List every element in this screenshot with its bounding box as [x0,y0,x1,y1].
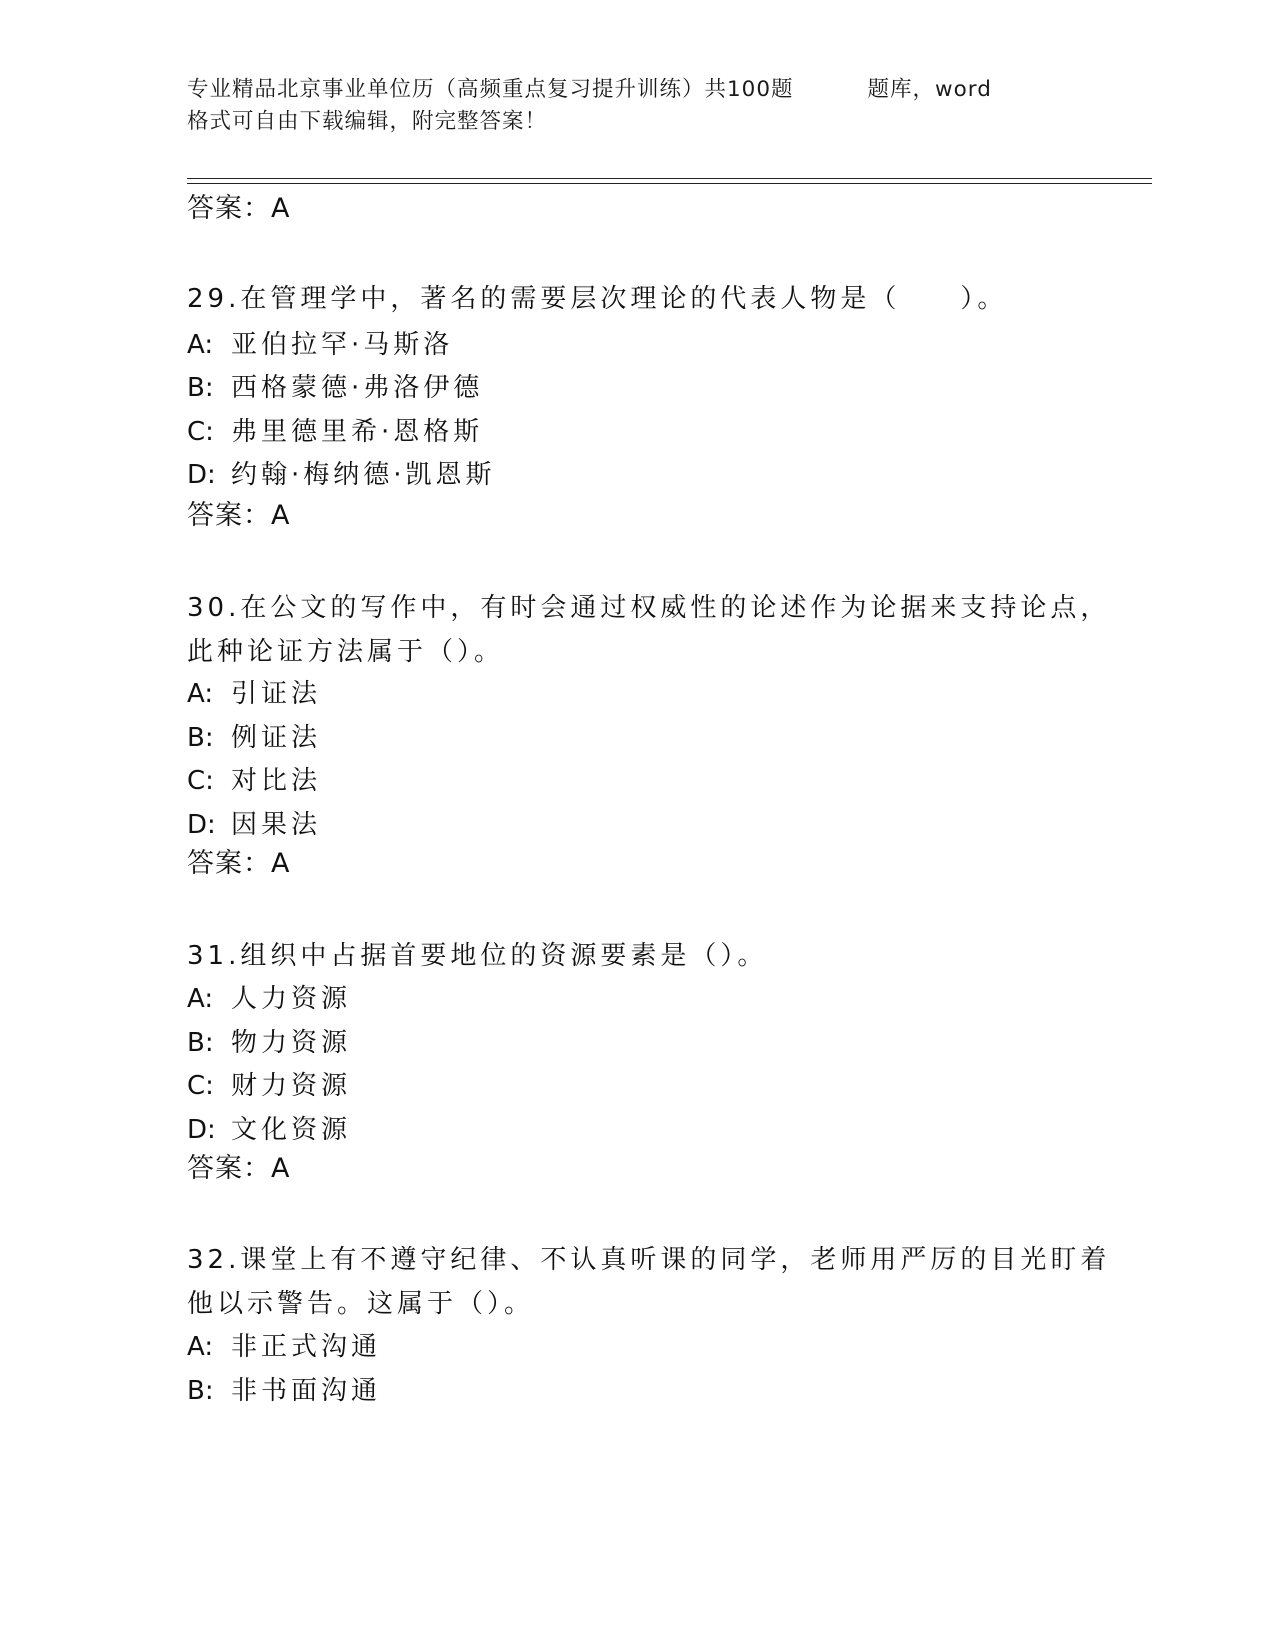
option-b: B: 物力资源 [187,1028,352,1058]
header-line-2: 格式可自由下载编辑，附完整答案！ [187,109,548,134]
header-title: 专业精品北京事业单位历（高频重点复习提升训练）共100题 [187,77,794,102]
option-d: D: 因果法 [187,810,322,840]
answer-label: 答案：A [187,500,291,531]
option-d: D: 文化资源 [187,1115,352,1145]
header-line-1 [187,74,1087,106]
option-d: D: 约翰·梅纳德·凯恩斯 [187,460,496,490]
header-title-continued: 题库，word [867,77,992,102]
option-a: A: 亚伯拉罕·马斯洛 [187,330,454,360]
option-a: A: 非正式沟通 [187,1332,382,1362]
option-c: C: 对比法 [187,766,322,796]
option-c: C: 财力资源 [187,1071,352,1101]
option-b: B: 例证法 [187,723,322,753]
header-divider-top [187,178,1152,179]
answer-label: 答案：A [187,193,291,224]
question-text: 30.在公文的写作中，有时会通过权威性的论述作为论据来支持论点， 此种论证方法属于（）。 [187,593,1111,667]
option-a: A: 引证法 [187,679,322,709]
page-header [187,74,1087,138]
option-a: A: 人力资源 [187,984,352,1014]
option-b: B: 西格蒙德·弗洛伊德 [187,373,484,403]
question-text: 31.组织中占据首要地位的资源要素是（）。 [187,941,768,971]
option-c: C: 弗里德里希·恩格斯 [187,417,484,447]
question-text: 29.在管理学中，著名的需要层次理论的代表人物是（ ）。 [187,284,1008,314]
answer-label: 答案：A [187,1153,291,1184]
question-text: 32.课堂上有不遵守纪律、不认真听课的同学，老师用严厉的目光盯着 他以示警告。这属于（）。 [187,1245,1111,1319]
header-divider-bottom [187,183,1152,184]
option-b: B: 非书面沟通 [187,1376,382,1406]
answer-label: 答案：A [187,848,291,879]
